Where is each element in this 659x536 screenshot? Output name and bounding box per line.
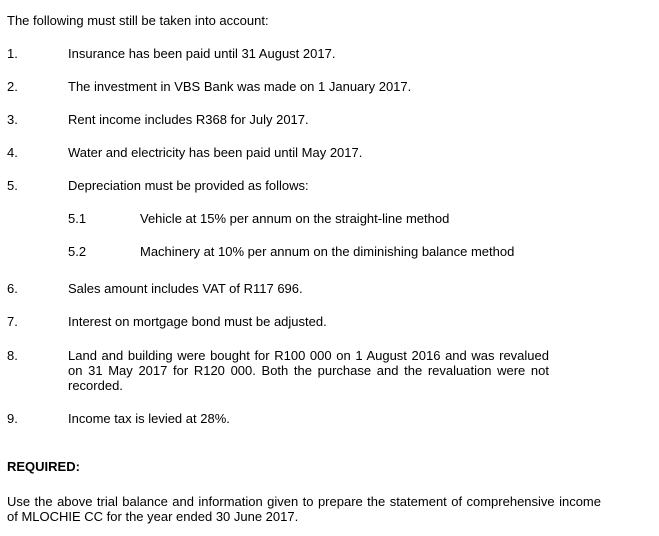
item-number: 6. — [7, 281, 18, 296]
required-text: Use the above trial balance and information given to prepare the statement of comprehensive income of MLOCHIE CC for the year ended 30 June 2017. — [7, 494, 601, 524]
item-text: The investment in VBS Bank was made on 1 January 2017. — [68, 79, 412, 94]
item-number: 4. — [7, 145, 18, 160]
item-text: Income tax is levied at 28%. — [68, 411, 230, 426]
item-number: 9. — [7, 411, 18, 426]
item-text: Depreciation must be provided as follows: — [68, 178, 309, 193]
item-text: Interest on mortgage bond must be adjusted. — [68, 314, 327, 329]
intro-text: The following must still be taken into account: — [7, 13, 269, 28]
item-text: Water and electricity has been paid until May 2017. — [68, 145, 363, 160]
item-text: Land and building were bought for R100 000 on 1 August 2016 and was revalued on 31 May 2017 for R120 000. Both the purchase and the revaluation were not recorded. — [68, 348, 549, 393]
item-number: 3. — [7, 112, 18, 127]
item-text: Sales amount includes VAT of R117 696. — [68, 281, 303, 296]
subitem-number: 5.1 — [68, 211, 87, 226]
item-text: Rent income includes R368 for July 2017. — [68, 112, 309, 127]
subitem-number: 5.2 — [68, 244, 87, 259]
item-number: 1. — [7, 46, 18, 61]
required-heading: REQUIRED: — [7, 459, 80, 474]
subitem-text: Machinery at 10% per annum on the diminishing balance method — [140, 244, 515, 259]
subitem-text: Vehicle at 15% per annum on the straight-line method — [140, 211, 450, 226]
item-number: 5. — [7, 178, 18, 193]
item-text: Insurance has been paid until 31 August 2017. — [68, 46, 336, 61]
item-number: 8. — [7, 348, 18, 363]
item-number: 2. — [7, 79, 18, 94]
item-number: 7. — [7, 314, 18, 329]
